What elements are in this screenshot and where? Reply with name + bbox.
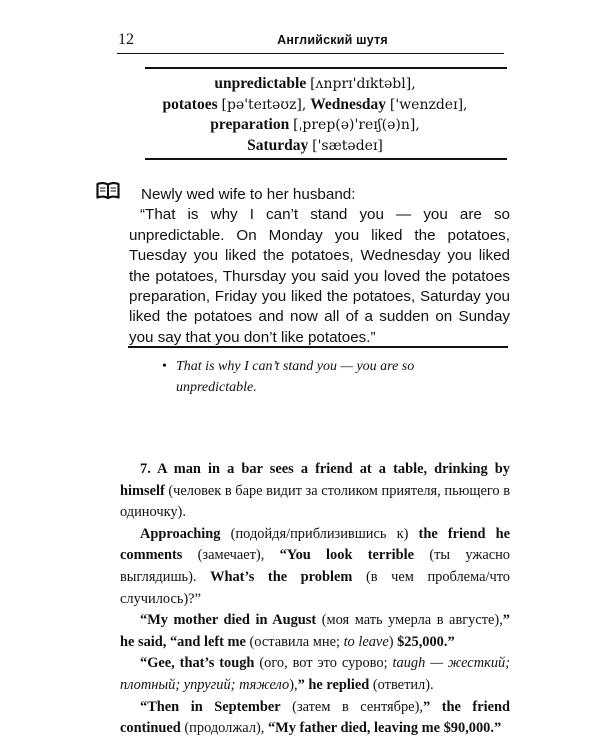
story-bold-text: the friend he comments	[120, 525, 510, 564]
story-bold-text: ” he replied	[297, 676, 370, 693]
story-paragraph	[120, 653, 510, 696]
page-number: 12	[118, 31, 134, 48]
story-bold-text: Approaching	[140, 525, 221, 542]
joke-rule	[128, 346, 508, 348]
header-rule	[117, 53, 504, 54]
story-paragraph	[120, 697, 510, 740]
vocab-line	[120, 115, 510, 136]
vocab-transcription: [ˌprep(ə)'reɪʃ(ə)n],	[293, 117, 420, 134]
vocab-transcription: ['sætədeɪ]	[312, 137, 383, 154]
story-translation: (замечает),	[182, 547, 280, 564]
vocab-word: preparation	[210, 116, 290, 134]
open-book-icon	[96, 182, 120, 199]
story-bold-text: $25,000.”	[397, 633, 455, 650]
running-title: Английский шутя	[277, 33, 388, 47]
story-translation: (ты ужасно выглядишь).	[120, 547, 510, 585]
vocab-line	[120, 136, 510, 157]
story-translation: (ответил).	[369, 676, 434, 693]
story-bold-text: “My mother died in August	[140, 612, 317, 629]
story-translation: (продолжал),	[180, 720, 268, 737]
story-bold-text: ” the friend continued	[120, 698, 510, 737]
vocab-word: unpredictable	[214, 75, 307, 92]
vocab-transcription: [ʌnprɪ'dɪktəbl],	[310, 76, 416, 92]
story-translation: (оставила мне;	[245, 633, 344, 650]
vocab-line	[120, 74, 510, 95]
story-translation: (подойдя/приблизившись к)	[220, 525, 419, 542]
vocab-line	[120, 95, 510, 116]
vocab-transcription: ['wenzdeɪ],	[389, 96, 468, 113]
story-bold-text: What’s the problem	[210, 568, 353, 585]
vocab-bottom-rule	[145, 158, 507, 160]
story-translation: (моя мать умерла в августе),	[316, 612, 503, 629]
story-translation: ),	[289, 676, 298, 693]
story-bold-text: “My father died, leaving me $90,000.”	[267, 720, 502, 737]
story-translation: (ого, вот это сурово;	[254, 655, 393, 672]
key-phrase-text: That is why I can’t stand you — you are so unpredictable.	[176, 359, 415, 395]
story-bold-text: “Gee, that’s tough	[140, 655, 255, 672]
story-block	[120, 459, 510, 740]
story-gloss: taugh — жесткий; плотный; упругий; тяжело	[120, 655, 511, 693]
vocab-word: potatoes	[162, 95, 218, 113]
key-phrase-item	[162, 356, 496, 398]
vocab-word: Saturday	[247, 136, 309, 154]
story-translation: (в чем проблема/что случилось)?”	[120, 568, 510, 607]
vocabulary-block	[120, 74, 510, 156]
story-translation: )	[388, 633, 398, 650]
joke-text: “That is why I can’t stand you — you are so unpredictable. On Monday you liked the potatoes, Tuesday you liked the potatoes, Wednesday you liked the potatoes, Thursday you said you loved the potatoes preparation, Friday you liked the potatoes, Saturday you liked the potatoes and now all of a sudden on Sunday you say that you don’t like potatoes.”	[129, 206, 510, 346]
joke-block	[129, 185, 510, 348]
story-bold-text: “Then in September	[140, 698, 281, 715]
vocab-transcription: [pə'teɪtəʊz],	[221, 96, 307, 113]
story-paragraph	[120, 524, 510, 610]
story-bold-text: ” he said, “and left me	[120, 612, 510, 650]
vocab-word: Wednesday	[310, 95, 386, 113]
vocab-top-rule	[145, 67, 507, 69]
story-bold-text: 7. A man in a bar sees a friend at a table, drinking by himself	[120, 461, 510, 499]
story-gloss: to leave	[343, 633, 389, 650]
story-translation: (затем в сентябре),	[280, 698, 423, 715]
bullet-icon: •	[162, 359, 167, 374]
story-paragraph	[120, 459, 510, 524]
story-translation: (человек в баре видит за столиком приятеля, пьющего в одиночку).	[120, 482, 510, 521]
story-paragraph	[120, 610, 510, 653]
joke-intro: Newly wed wife to her husband:	[141, 186, 356, 203]
story-bold-text: “You look terrible	[279, 547, 415, 564]
